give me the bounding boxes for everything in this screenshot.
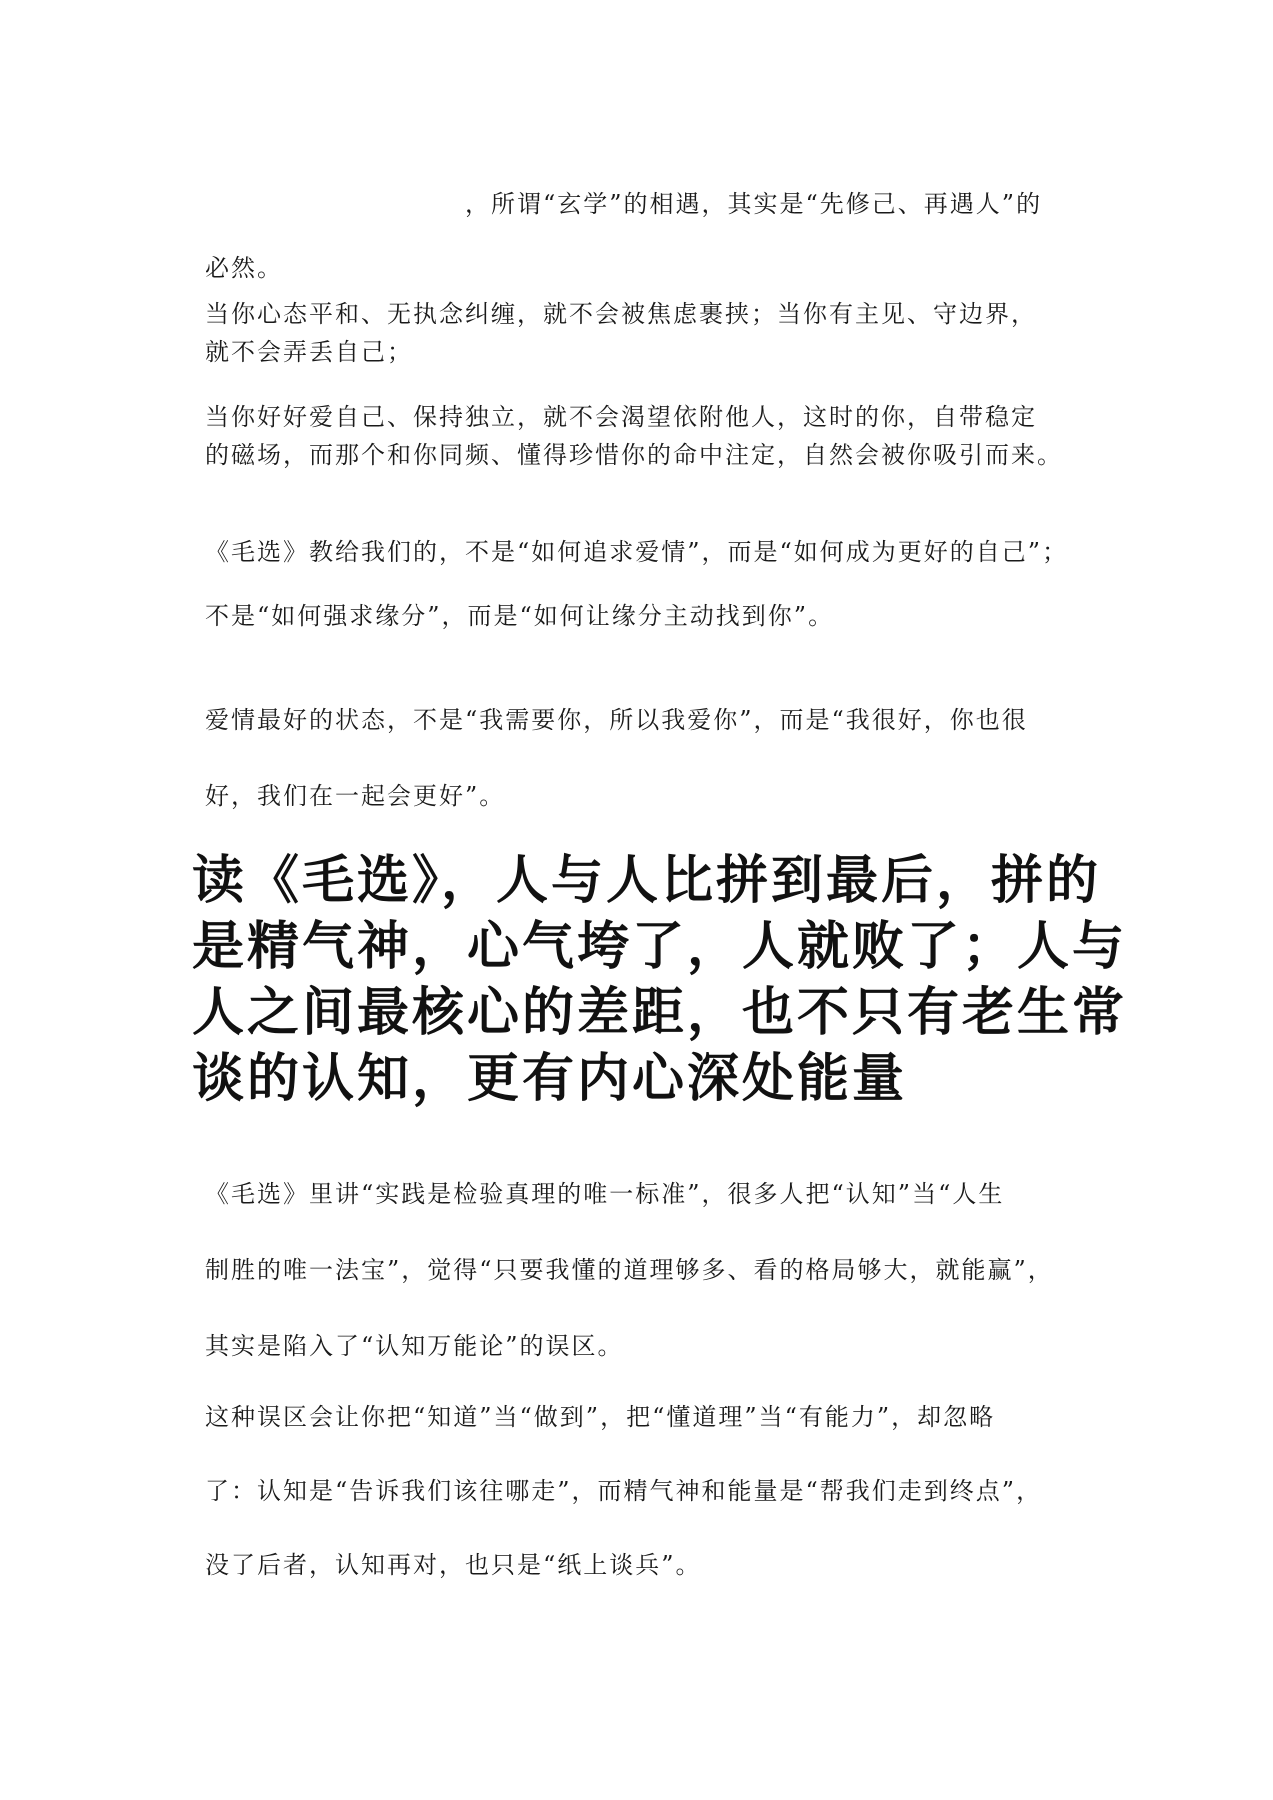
- paragraph-line: 制胜的唯一法宝”，觉得“只要我懂的道理够多、看的格局够大，就能赢”，: [205, 1256, 1054, 1284]
- paragraph-7: [205, 1380, 1075, 1602]
- paragraph-line: 不是“如何强求缘分”，而是“如何让缘分主动找到你”。: [205, 602, 835, 630]
- heading-line: 人之间最核心的差距，也不只有老生常: [192, 983, 1128, 1043]
- paragraph-2: [205, 295, 1075, 371]
- paragraph-line: [205, 1156, 1075, 1232]
- paragraph-6: [205, 1156, 1075, 1384]
- paragraph-line: 《毛选》教给我们的，不是“如何追求爱情”，而是“如何成为更好的自己”；: [205, 538, 1069, 566]
- paragraph-line: 当你心态平和、无执念纠缠，就不会被焦虑裹挟；当你有主见、守边界，: [205, 300, 1037, 328]
- paragraph-line: 必然。: [205, 254, 283, 282]
- paragraph-line: 爱情最好的状态，不是“我需要你，所以我爱你”，而是“我很好，你也很: [205, 706, 1028, 734]
- paragraph-3: [205, 398, 1075, 474]
- paragraph-line: 就不会弄丢自己；: [205, 338, 413, 366]
- section-heading: [192, 848, 1128, 1112]
- paragraph-lead: 《毛选》里讲: [205, 1180, 361, 1208]
- paragraph-1: [205, 172, 1075, 300]
- paragraph-line: 其实是陷入了“认知万能论”的误区。: [205, 1332, 624, 1360]
- paragraph-line: 当你好好爱自己、保持独立，就不会渴望依附他人，这时的你，自带稳定: [205, 403, 1037, 431]
- paragraph-line: 了：认知是“告诉我们该往哪走”，而精气神和能量是“帮我们走到终点”，: [205, 1477, 1043, 1505]
- paragraph-line: ，所谓“玄学”的相遇，其实是“先修己、再遇人”的: [465, 190, 1043, 218]
- paragraph-line: 好，我们在一起会更好”。: [205, 782, 506, 810]
- heading-line: 谈的认知，更有内心深处能量: [192, 1049, 908, 1109]
- paragraph-line: 这种误区会让你把“知道”当“做到”，把“懂道理”当“有能力”，却忽略: [205, 1403, 996, 1431]
- paragraph-line: 的磁场，而那个和你同频、懂得珍惜你的命中注定，自然会被你吸引而来。: [205, 441, 1063, 469]
- paragraph-line: 没了后者，认知再对，也只是“纸上谈兵”。: [205, 1551, 702, 1579]
- heading-line: 是精气神，心气垮了，人就败了；人与: [192, 917, 1128, 977]
- paragraph-line-text: “实践是检验真理的唯一标准”，很多人把“认知”当“人生: [361, 1180, 1005, 1208]
- paragraph-4: [205, 520, 1075, 648]
- heading-line: 读《毛选》，人与人比拼到最后，拼的: [192, 851, 1102, 911]
- paragraph-5: [205, 682, 1075, 834]
